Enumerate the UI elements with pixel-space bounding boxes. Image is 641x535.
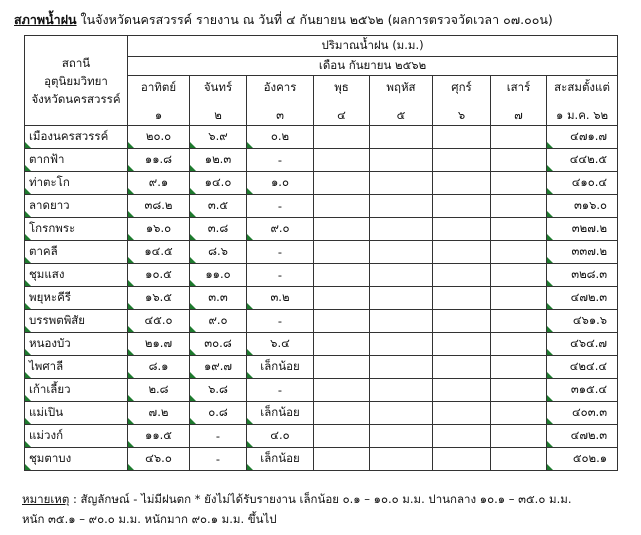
rain-day1: ๑๑.๕ <box>128 425 190 448</box>
day-number: ๗ <box>514 108 523 122</box>
table-row <box>25 379 618 402</box>
rain-day3: ๓.๒ <box>247 287 314 310</box>
rain-day7 <box>491 379 547 402</box>
rain-day7 <box>491 356 547 379</box>
table-row <box>25 172 618 195</box>
report-title <box>14 10 634 30</box>
rain-day7 <box>491 310 547 333</box>
rain-day2: ๑๑.๐ <box>190 264 247 287</box>
station-name: ตากฟ้า <box>25 149 128 172</box>
rain-day7 <box>491 149 547 172</box>
rain-day4 <box>314 149 370 172</box>
station-name: ลาดยาว <box>25 195 128 218</box>
rain-day1: ๑๐.๕ <box>128 264 190 287</box>
rain-day2: ๖.๘ <box>190 379 247 402</box>
note-text1: : สัญลักษณ์ - ไม่มีฝนตก * ยังไม่ได้รับรายงาน เล็กน้อย ๐.๑ – ๑๐.๐ ม.ม. ปานกลาง ๑๐.๑ – ๓๕.๐ ม.ม. <box>69 492 572 506</box>
note-line1 <box>22 489 632 509</box>
table-row <box>25 149 618 172</box>
table-row <box>25 241 618 264</box>
station-name: หนองบัว <box>25 333 128 356</box>
rain-day5 <box>370 287 433 310</box>
rainfall-table <box>24 35 618 471</box>
rain-total: ๔๗๑.๗ <box>547 126 618 149</box>
rain-day2: ๐.๘ <box>190 402 247 425</box>
rain-day7 <box>491 218 547 241</box>
report-title-rest: ในจังหวัดนครสวรรค์ รายงาน ณ วันที่ ๔ กันยายน ๒๕๖๒ (ผลการตรวจวัดเวลา ๐๗.๐๐น) <box>76 12 553 27</box>
table-row <box>25 333 618 356</box>
rain-day3: - <box>247 310 314 333</box>
rain-total: ๓๓๗.๒ <box>547 241 618 264</box>
rain-day6 <box>433 448 491 471</box>
rain-day3: ๙.๐ <box>247 218 314 241</box>
rain-day4 <box>314 425 370 448</box>
day-header <box>247 76 314 126</box>
rain-day6 <box>433 402 491 425</box>
report-title-bold: สภาพน้ำฝน <box>14 12 77 27</box>
rain-day5 <box>370 425 433 448</box>
rain-total: ๔๗๒.๓ <box>547 425 618 448</box>
table-row <box>25 448 618 471</box>
rain-day6 <box>433 425 491 448</box>
rain-day1: ๒๑.๗ <box>128 333 190 356</box>
rain-day1: ๘.๑ <box>128 356 190 379</box>
rain-day7 <box>491 287 547 310</box>
rain-day6 <box>433 333 491 356</box>
rain-day4 <box>314 310 370 333</box>
note-line2: หนัก ๓๕.๑ – ๙๐.๐ ม.ม. หนักมาก ๙๐.๑ ม.ม. ขึ้นไป <box>22 512 277 526</box>
rain-day5 <box>370 379 433 402</box>
rain-day1: ๒.๘ <box>128 379 190 402</box>
rain-day3: - <box>247 241 314 264</box>
table-row <box>25 356 618 379</box>
rain-day5 <box>370 402 433 425</box>
note <box>22 489 632 529</box>
rain-day4 <box>314 402 370 425</box>
rain-day5 <box>370 310 433 333</box>
rain-day1: ๙.๑ <box>128 172 190 195</box>
rain-day7 <box>491 448 547 471</box>
total-header-line2: ๑ ม.ค. ๖๒ <box>556 108 609 122</box>
rain-day4 <box>314 264 370 287</box>
rain-day7 <box>491 172 547 195</box>
rain-day4 <box>314 379 370 402</box>
day-name: อาทิตย์ <box>140 80 177 94</box>
rain-day6 <box>433 126 491 149</box>
day-header <box>128 76 190 126</box>
rain-day6 <box>433 172 491 195</box>
rain-total: ๓๑๖.๐ <box>547 195 618 218</box>
rain-day7 <box>491 241 547 264</box>
rain-day6 <box>433 149 491 172</box>
station-name: ไพศาลี <box>25 356 128 379</box>
rain-total: ๔๒๔.๔ <box>547 356 618 379</box>
rainfall-amount-header: ปริมาณน้ำฝน (ม.ม.) <box>128 36 618 57</box>
rain-day5 <box>370 264 433 287</box>
rain-total: ๔๔๒.๕ <box>547 149 618 172</box>
rain-day6 <box>433 287 491 310</box>
rain-day2: ๑๔.๐ <box>190 172 247 195</box>
station-name: เก้าเลี้ยว <box>25 379 128 402</box>
rain-day4 <box>314 356 370 379</box>
rain-day6 <box>433 218 491 241</box>
rain-day4 <box>314 287 370 310</box>
rain-day1: ๑๑.๘ <box>128 149 190 172</box>
total-header <box>547 76 618 126</box>
rain-day1: ๔๕.๐ <box>128 310 190 333</box>
rain-total: ๔๑๐.๔ <box>547 172 618 195</box>
rain-day3: - <box>247 195 314 218</box>
rain-day1: ๗.๒ <box>128 402 190 425</box>
day-name: ศุกร์ <box>451 80 472 94</box>
rain-day6 <box>433 241 491 264</box>
rain-total: ๔๗๒.๓ <box>547 287 618 310</box>
rain-day4 <box>314 126 370 149</box>
station-name: โกรกพระ <box>25 218 128 241</box>
rain-day7 <box>491 333 547 356</box>
day-header <box>314 76 370 126</box>
rain-day4 <box>314 241 370 264</box>
rain-total: ๔๖๔.๗ <box>547 333 618 356</box>
station-name: เมืองนครสวรรค์ <box>25 126 128 149</box>
rain-day2: ๓.๘ <box>190 218 247 241</box>
station-header-line3: จังหวัดนครสวรรค์ <box>31 91 121 106</box>
rain-day3: เล็กน้อย <box>247 402 314 425</box>
station-name: แม่วงก์ <box>25 425 128 448</box>
day-name: จันทร์ <box>203 80 233 94</box>
rain-day6 <box>433 310 491 333</box>
day-number: ๓ <box>276 108 284 122</box>
rain-day6 <box>433 356 491 379</box>
station-header <box>25 36 128 126</box>
rain-day6 <box>433 195 491 218</box>
rain-day2: ๑๒.๓ <box>190 149 247 172</box>
rain-day1: ๑๔.๕ <box>128 241 190 264</box>
rain-day3: ๔.๐ <box>247 425 314 448</box>
rain-day5 <box>370 448 433 471</box>
day-name: พุธ <box>334 80 349 94</box>
day-name: อังคาร <box>263 80 297 94</box>
day-header <box>370 76 433 126</box>
station-name: ตาคลี <box>25 241 128 264</box>
table-row <box>25 402 618 425</box>
day-number: ๑ <box>154 108 163 122</box>
rain-day3: เล็กน้อย <box>247 356 314 379</box>
station-name: พยุหะคีรี <box>25 287 128 310</box>
rain-day4 <box>314 195 370 218</box>
rain-day7 <box>491 126 547 149</box>
day-header <box>190 76 247 126</box>
day-header <box>433 76 491 126</box>
rain-total: ๕๐๒.๑ <box>547 448 618 471</box>
rain-day3: ๑.๐ <box>247 172 314 195</box>
rain-day2: ๓.๕ <box>190 195 247 218</box>
rain-day6 <box>433 379 491 402</box>
rain-day7 <box>491 425 547 448</box>
station-name: ชุมตาบง <box>25 448 128 471</box>
rain-day3: ๐.๒ <box>247 126 314 149</box>
rain-day2: ๓๐.๘ <box>190 333 247 356</box>
rain-day5 <box>370 126 433 149</box>
table-row <box>25 218 618 241</box>
rain-day2: - <box>190 448 247 471</box>
rain-day2: ๘.๖ <box>190 241 247 264</box>
rain-day1: ๓๘.๒ <box>128 195 190 218</box>
day-number: ๔ <box>337 108 346 122</box>
rain-day7 <box>491 195 547 218</box>
rain-day5 <box>370 149 433 172</box>
rain-day2: ๖.๙ <box>190 126 247 149</box>
rain-day3: - <box>247 379 314 402</box>
rain-day3: เล็กน้อย <box>247 448 314 471</box>
rain-total: ๓๑๕.๔ <box>547 379 618 402</box>
rain-day2: ๓.๓ <box>190 287 247 310</box>
day-number: ๒ <box>214 108 222 122</box>
rain-day5 <box>370 195 433 218</box>
day-number: ๖ <box>457 108 466 122</box>
table-row <box>25 310 618 333</box>
rain-total: ๓๒๗.๒ <box>547 218 618 241</box>
station-name: ท่าตะโก <box>25 172 128 195</box>
rain-day5 <box>370 241 433 264</box>
rain-day3: - <box>247 149 314 172</box>
rain-day5 <box>370 172 433 195</box>
rain-day4 <box>314 218 370 241</box>
month-header: เดือน กันยายน ๒๕๖๒ <box>128 57 618 76</box>
rain-day4 <box>314 448 370 471</box>
day-name: เสาร์ <box>506 80 531 94</box>
rain-total: ๔๖๑.๖ <box>547 310 618 333</box>
rain-day7 <box>491 402 547 425</box>
rain-total: ๓๒๘.๓ <box>547 264 618 287</box>
rain-day6 <box>433 264 491 287</box>
rain-day4 <box>314 172 370 195</box>
table-row <box>25 425 618 448</box>
rain-total: ๔๐๓.๓ <box>547 402 618 425</box>
table-row <box>25 287 618 310</box>
station-header-line2: อุตุนิยมวิทยา <box>44 73 108 88</box>
rain-day7 <box>491 264 547 287</box>
rain-day5 <box>370 218 433 241</box>
rain-day2: ๙.๐ <box>190 310 247 333</box>
rain-day1: ๔๖.๐ <box>128 448 190 471</box>
rain-day3: - <box>247 264 314 287</box>
day-name: พฤหัส <box>386 80 416 94</box>
table-row <box>25 195 618 218</box>
day-number: ๕ <box>396 108 406 122</box>
table-row <box>25 264 618 287</box>
table-row <box>25 126 618 149</box>
rain-day1: ๑๖.๐ <box>128 218 190 241</box>
station-name: บรรพตพิสัย <box>25 310 128 333</box>
station-name: ชุมแสง <box>25 264 128 287</box>
rain-day1: ๒๐.๐ <box>128 126 190 149</box>
rain-day4 <box>314 333 370 356</box>
rain-day2: - <box>190 425 247 448</box>
station-name: แม่เปิน <box>25 402 128 425</box>
rain-day2: ๑๙.๗ <box>190 356 247 379</box>
rain-day5 <box>370 356 433 379</box>
station-header-line1: สถานี <box>61 55 91 70</box>
rain-day1: ๑๖.๕ <box>128 287 190 310</box>
total-header-line1: สะสมตั้งแต่ <box>554 80 610 94</box>
rain-day5 <box>370 333 433 356</box>
rainfall-table-body <box>25 126 618 471</box>
day-header <box>491 76 547 126</box>
rain-day3: ๖.๔ <box>247 333 314 356</box>
note-label: หมายเหตุ <box>22 492 70 506</box>
